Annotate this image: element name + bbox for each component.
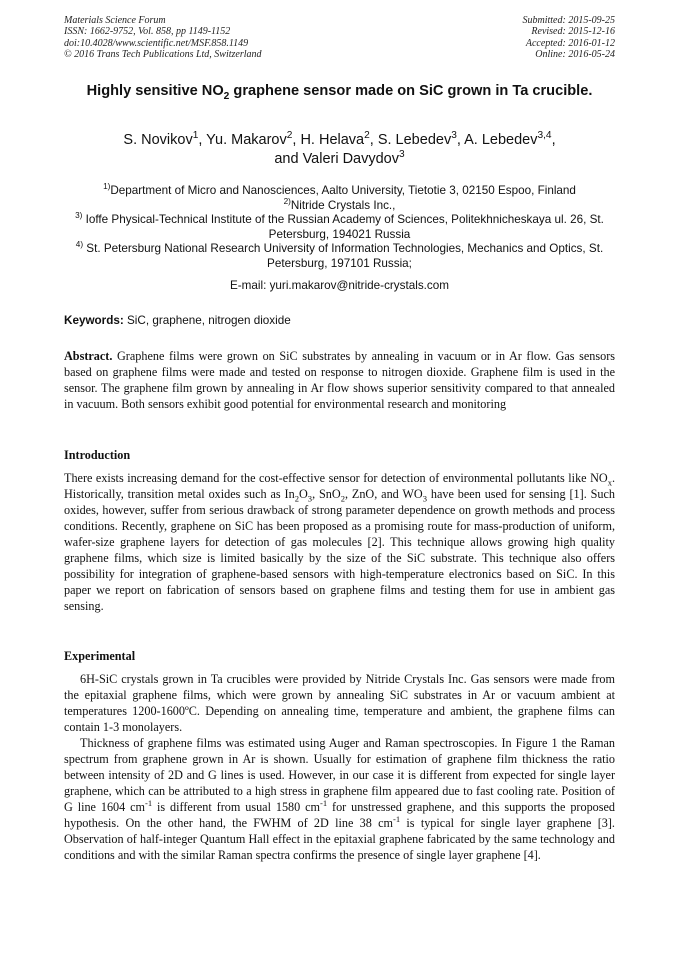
author-affiliation-mark: 3: [451, 130, 457, 142]
introduction-heading: Introduction: [64, 448, 131, 462]
intro-subscript: 2: [294, 493, 299, 504]
affiliation-text: Nitride Crystals Inc.,: [290, 198, 396, 212]
author-name: S. Lebedev: [377, 132, 452, 148]
title-subscript: 2: [223, 90, 230, 102]
intro-text: O: [298, 487, 308, 501]
exp-text: is different from usual 1580 cm: [152, 800, 321, 814]
author-affiliation-mark: 3: [399, 149, 405, 161]
author-list: [64, 131, 615, 169]
keywords-text: SiC, graphene, nitrogen dioxide: [123, 314, 291, 327]
affiliation-mark: 2): [283, 196, 291, 206]
affiliation-mark: 3): [75, 211, 83, 221]
affiliation-mark: 4): [75, 240, 84, 250]
contact-email[interactable]: E-mail: yuri.makarov@nitride-crystals.com: [229, 279, 450, 292]
exp-superscript: -1: [320, 797, 328, 808]
affiliation-mark: 1): [103, 182, 111, 192]
title-text: Highly sensitive NO: [86, 83, 224, 99]
intro-text: , ZnO, and WO: [344, 487, 423, 501]
abstract-label: Abstract.: [64, 349, 113, 363]
author-name: H. Helava: [300, 132, 365, 148]
author-affiliation-mark: 3,4: [537, 130, 552, 142]
experimental-section: [64, 671, 615, 863]
author-name: A. Lebedev: [464, 132, 538, 148]
author-name: S. Novikov: [123, 132, 193, 148]
affiliation-item: [56, 184, 623, 199]
submitted-date: Submitted: 2015-09-25: [522, 15, 615, 26]
affiliation-text: Department of Micro and Nanosciences, Aalto University, Tietotie 3, 02150 Espoo, Finland: [110, 184, 576, 197]
dates-header: [523, 15, 616, 60]
affiliation-text: Ioffe Physical-Technical Institute of the Russian Academy of Sciences, Politekhnicheskaya ul. 26, St. Petersburg, 194021 Russia: [82, 213, 604, 241]
author-name: Yu. Makarov: [206, 132, 287, 148]
accepted-date: Accepted: 2016-01-12: [525, 37, 615, 49]
exp-superscript: -1: [145, 797, 153, 808]
exp-text: is typical for single layer graphene [3]. Observation of half-integer Quantum Hall effect in the epitaxial graphene fabricated by the same technology and conditions and with the similar Raman spectra confirms the presence of single layer graphene [4].: [64, 816, 615, 862]
introduction-paragraph: [64, 470, 615, 614]
intro-subscript: 2: [340, 493, 345, 504]
affiliation-list: [56, 184, 623, 272]
intro-subscript: x: [607, 477, 612, 488]
journal-header: [64, 15, 262, 60]
abstract-text: Graphene films were grown on SiC substrates by annealing in vacuum or in Ar flow. Gas sensors based on graphene films were made and tested on response to nitrogen dioxide. Graphene film is used in the sensor. The graphene film grown by annealing in Ar flow shows superior sensitivity compared to that annealed in vacuum. Both sensors exhibit good potential for environmental research and monitoring: [64, 349, 615, 411]
title-text-rest: graphene sensor made on SiC grown in Ta crucible.: [229, 83, 593, 99]
revised-date: Revised: 2015-12-16: [531, 26, 615, 38]
affiliation-item: [56, 196, 623, 214]
issn-line: ISSN: 1662-9752, Vol. 858, pp 1149-1152: [64, 26, 231, 38]
journal-name: Materials Science Forum: [64, 15, 166, 26]
intro-text: have been used for sensing [1]. Such oxides, however, suffer from serious drawback of strong parameter dependence on growth methods and process conditions. Recently, graphene on SiC has been proposed as a promising route for mass-production of uniform, wafer-size graphene layers for detection of gas molecules [2]. This technique allows growing high quality graphene films, which size is limited basically by the size of the SiC substrate. This technique also offers possibility for integration of graphene-based sensors with high-temperature electronics based on SiC. In this paper we report on fabrication of sensors based on graphene films and testing them for use in ambient gas sensing.: [64, 487, 616, 613]
abstract: [64, 348, 615, 412]
intro-subscript: 3: [307, 493, 313, 504]
experimental-paragraph-2: [64, 735, 615, 863]
affiliation-item: [56, 242, 623, 271]
author-affiliation-mark: 2: [286, 130, 293, 142]
intro-text: , SnO: [312, 487, 341, 501]
author-affiliation-mark: 1: [192, 130, 199, 142]
experimental-heading: Experimental: [64, 649, 136, 663]
author-separator: ,: [456, 132, 465, 148]
author-name: Valeri Davydov: [302, 151, 400, 167]
experimental-paragraph-1: 6H-SiC crystals grown in Ta crucibles were provided by Nitride Crystals Inc. Gas sensors were made from the epitaxial graphene films, which were grown by annealing SiC substrates in Ar or vacuum ambient at temperatures 1200-1600ºC. Depending on annealing time, temperature and ambient, the graphene films can contain 1-3 monolayers.: [64, 672, 615, 734]
paper-title: [64, 82, 615, 101]
author-affiliation-mark: 2: [364, 130, 370, 142]
intro-text: . Historically, transition metal oxides such as In: [64, 471, 615, 501]
exp-text: Thickness of graphene films was estimated using Auger and Raman spectroscopies. In Figure 1 the Raman spectrum from graphene grown in Ar is shown. Usually for estimation of graphene film thickness the ratio between intensity of 2D and G lines is used. However, in our case it is different from expected for single layer graphene, which can be attributed to a high stress in graphene film appeared due to fast cooling rate. Position of G line 1604 cm: [64, 736, 615, 814]
author-separator: ,: [198, 132, 207, 148]
author-separator: ,: [369, 132, 378, 148]
intro-text: There exists increasing demand for the cost-effective sensor for detection of environmental pollutants like NO: [64, 471, 608, 485]
copyright-line: © 2016 Trans Tech Publications Ltd, Switzerland: [64, 48, 262, 60]
exp-superscript: -1: [393, 813, 401, 824]
author-separator: ,: [292, 132, 301, 148]
affiliation-text: St. Petersburg National Research University of Information Technologies, Mechanics and Optics, St. Petersburg, 197101 Russia;: [83, 242, 604, 270]
keywords-label: Keywords:: [64, 314, 124, 327]
keywords: [64, 314, 291, 327]
affiliation-item: [56, 213, 623, 242]
exp-text: for unstressed graphene, and this supports the proposed hypothesis. On the other hand, the FWHM of 2D line 38 cm: [64, 800, 616, 830]
author-and: and: [274, 151, 303, 167]
doi-line: doi:10.4028/www.scientific.net/MSF.858.1149: [64, 37, 249, 49]
online-date: Online: 2016-05-24: [535, 48, 615, 60]
intro-subscript: 3: [422, 493, 428, 504]
author-separator: ,: [551, 132, 556, 148]
